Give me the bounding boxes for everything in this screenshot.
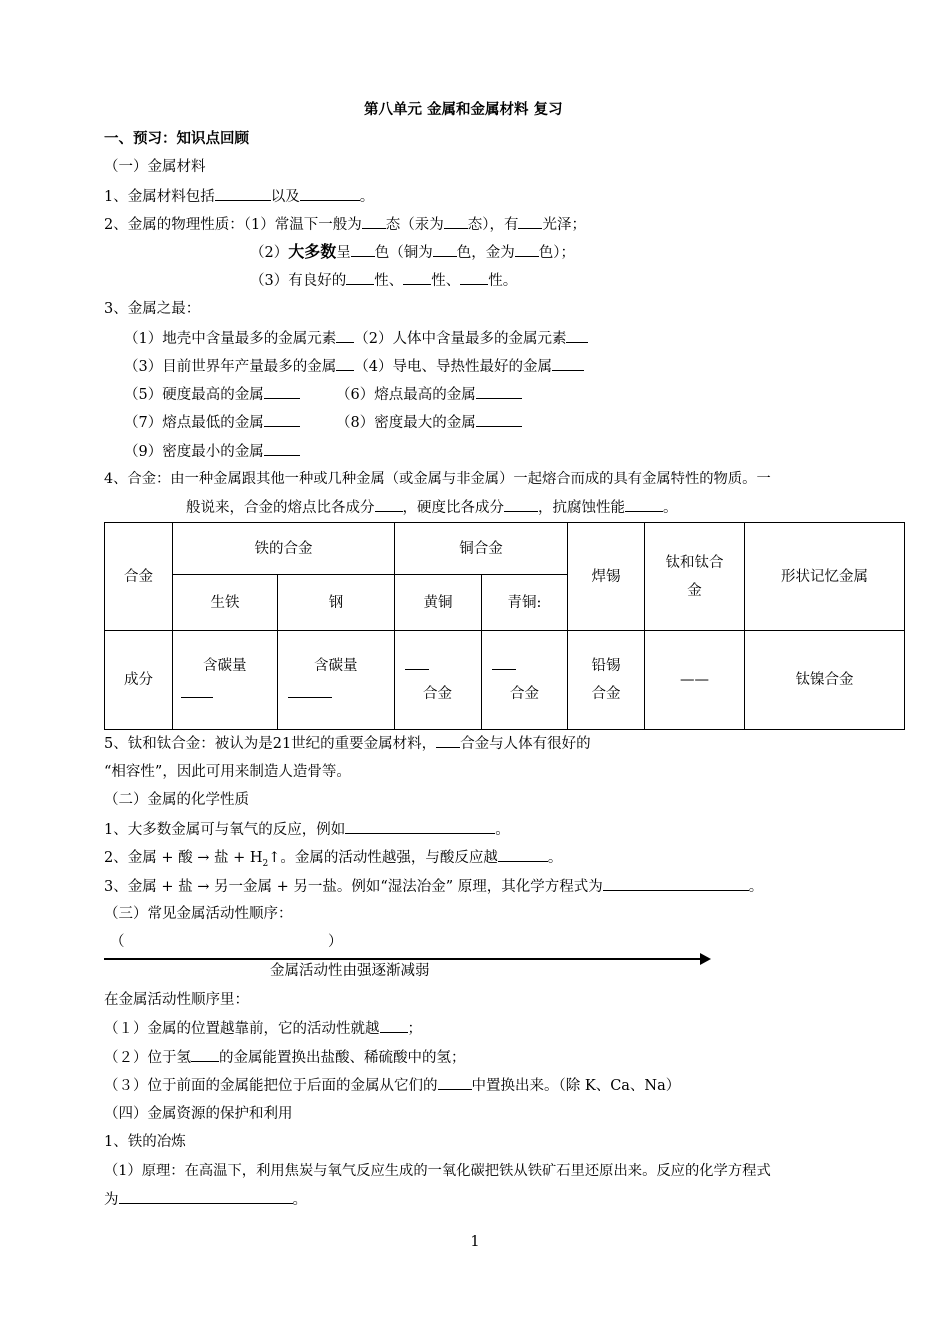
blank[interactable] bbox=[264, 412, 300, 427]
superlative-3-4: （3）目前世界年产量最多的金属 （4）导电、导热性最好的金属 bbox=[124, 356, 584, 377]
subsection-activity-series: （三）常见金属活动性顺序： bbox=[104, 906, 293, 922]
header-titanium: 钛和钛合金 bbox=[645, 523, 745, 631]
activity-rule-3: （３）位于前面的金属能把位于后面的金属从它们的 中置换出来。（除 K、Ca、Na） bbox=[104, 1075, 680, 1096]
section-1-heading: 一、预习：知识点回顾 bbox=[104, 130, 249, 147]
chem-q2: 2、金属 + 酸 → 盐 + $H_2↑$。金属的活动性越强，与酸反应越 。 bbox=[104, 847, 562, 874]
alloy-table bbox=[104, 522, 905, 730]
cell-steel-carbon: 含碳量 bbox=[278, 631, 395, 730]
blank[interactable] bbox=[603, 876, 749, 891]
subsection-resources: （四）金属资源的保护和利用 bbox=[104, 1106, 293, 1122]
iron-smelting-heading: 1、铁的冶炼 bbox=[104, 1134, 186, 1150]
blank[interactable] bbox=[345, 819, 495, 834]
cell-solder-composition: 铅锡 合金 bbox=[568, 631, 645, 730]
cell-pig-iron: 生铁 bbox=[173, 575, 278, 631]
superlative-8: （8）密度最大的金属 bbox=[336, 412, 522, 433]
q2-line: 2、金属的物理性质：（1）常温下一般为 态（汞为 态），有 光泽； bbox=[104, 214, 586, 235]
blank[interactable] bbox=[498, 847, 548, 862]
cell-bronze-composition: 合金 bbox=[482, 631, 568, 730]
cell-shape-memory-composition: 钛镍合金 bbox=[745, 631, 905, 730]
superlative-1-2: （1）地壳中含量最多的金属元素 （2）人体中含量最多的金属元素 bbox=[124, 328, 588, 349]
blank[interactable] bbox=[336, 328, 354, 343]
activity-intro: 在金属活动性顺序里： bbox=[104, 992, 249, 1008]
cell-bronze: 青铜: bbox=[482, 575, 568, 631]
cell-brass: 黄铜 bbox=[395, 575, 482, 631]
subsection-chemical-properties: （二）金属的化学性质 bbox=[104, 792, 249, 808]
blank[interactable] bbox=[375, 497, 403, 512]
blank[interactable] bbox=[264, 441, 300, 456]
blank[interactable] bbox=[403, 270, 431, 285]
superlative-6: （6）熔点最高的金属 bbox=[336, 384, 522, 405]
q5-titanium-2: “相容性”，因此可用来制造人造骨等。 bbox=[104, 764, 351, 780]
q5-titanium: 5、钛和钛合金：被认为是21世纪的重要金属材料， 合金与人体有很好的 bbox=[104, 733, 591, 754]
page-title: 第八单元 金属和金属材料 复习 bbox=[364, 101, 563, 118]
chem-q3: 3、金属 + 盐 → 另一金属 + 另一盐。例如“湿法冶金” 原理，其化学方程式为 。 bbox=[104, 876, 763, 897]
arrow-head-icon bbox=[700, 953, 711, 965]
superlative-5: （5）硬度最高的金属 bbox=[124, 384, 300, 405]
iron-smelting-principle: （1）原理：在高温下，利用焦炭与氧气反应生成的一氧化碳把铁从铁矿石里还原出来。反应的化学方程式 bbox=[104, 1163, 771, 1179]
blank[interactable] bbox=[336, 356, 354, 371]
activity-arrow-label: 金属活动性由强逐渐减弱 bbox=[270, 963, 430, 979]
blank[interactable] bbox=[433, 242, 457, 257]
q2-line-2: （2）大多数呈 色（铜为 色，金为 色）； bbox=[250, 242, 575, 261]
q1-line: 1、金属材料包括 以及 。 bbox=[104, 186, 374, 207]
cell-titanium-composition: —— bbox=[645, 631, 745, 730]
superlative-7: （7）熔点最低的金属 bbox=[124, 412, 300, 433]
activity-series-blank[interactable]: （ ） bbox=[110, 934, 343, 950]
blank[interactable] bbox=[504, 497, 538, 512]
chem-q1: 1、大多数金属可与氧气的反应，例如 。 bbox=[104, 819, 510, 840]
blank[interactable] bbox=[405, 655, 429, 670]
cell-brass-composition: 合金 bbox=[395, 631, 482, 730]
blank[interactable] bbox=[460, 270, 488, 285]
cell-pig-iron-carbon: 含碳量 bbox=[173, 631, 278, 730]
blank[interactable] bbox=[625, 497, 663, 512]
blank[interactable] bbox=[438, 1075, 472, 1090]
blank[interactable] bbox=[436, 733, 460, 748]
page-number: 1 bbox=[470, 1234, 480, 1250]
alloy-definition: 4、合金：由一种金属跟其他一种或几种金属（或金属与非金属）一起熔合而成的具有金属特性的物质。一 bbox=[104, 471, 771, 487]
blank[interactable] bbox=[552, 356, 584, 371]
q2-line-3: （3）有良好的 性、 性、 性。 bbox=[250, 270, 517, 291]
blank[interactable] bbox=[119, 1189, 293, 1204]
blank[interactable] bbox=[444, 214, 468, 229]
blank[interactable] bbox=[191, 1047, 219, 1062]
blank[interactable] bbox=[300, 186, 360, 201]
header-copper-alloy: 铜合金 bbox=[395, 523, 568, 575]
blank[interactable] bbox=[181, 683, 213, 698]
header-shape-memory: 形状记忆金属 bbox=[745, 523, 905, 631]
row-composition: 成分 bbox=[105, 631, 173, 730]
subsection-metal-materials: （一）金属材料 bbox=[104, 159, 206, 175]
blank[interactable] bbox=[215, 186, 271, 201]
blank[interactable] bbox=[362, 214, 386, 229]
activity-rule-2: （２）位于氢 的金属能置换出盐酸、稀硫酸中的氢； bbox=[104, 1047, 466, 1068]
blank[interactable] bbox=[476, 384, 522, 399]
blank[interactable] bbox=[288, 683, 332, 698]
blank[interactable] bbox=[566, 328, 588, 343]
blank[interactable] bbox=[476, 412, 522, 427]
header-solder: 焊锡 bbox=[568, 523, 645, 631]
header-alloy: 合金 bbox=[105, 523, 173, 631]
blank[interactable] bbox=[380, 1018, 408, 1033]
blank[interactable] bbox=[264, 384, 300, 399]
blank[interactable] bbox=[515, 242, 539, 257]
cell-steel: 钢 bbox=[278, 575, 395, 631]
blank[interactable] bbox=[351, 242, 375, 257]
alloy-definition-2: 般说来，合金的熔点比各成分 ，硬度比各成分 ，抗腐蚀性能 。 bbox=[186, 497, 678, 518]
superlative-9: （9）密度最小的金属 bbox=[124, 441, 300, 462]
iron-smelting-equation: 为 。 bbox=[104, 1189, 307, 1210]
q3-heading: 3、金属之最： bbox=[104, 301, 201, 317]
header-iron-alloy: 铁的合金 bbox=[173, 523, 395, 575]
blank[interactable] bbox=[518, 214, 542, 229]
blank[interactable] bbox=[492, 655, 516, 670]
activity-rule-1: （１）金属的位置越靠前，它的活动性就越 ； bbox=[104, 1018, 422, 1039]
activity-arrow bbox=[104, 958, 702, 960]
blank[interactable] bbox=[346, 270, 374, 285]
